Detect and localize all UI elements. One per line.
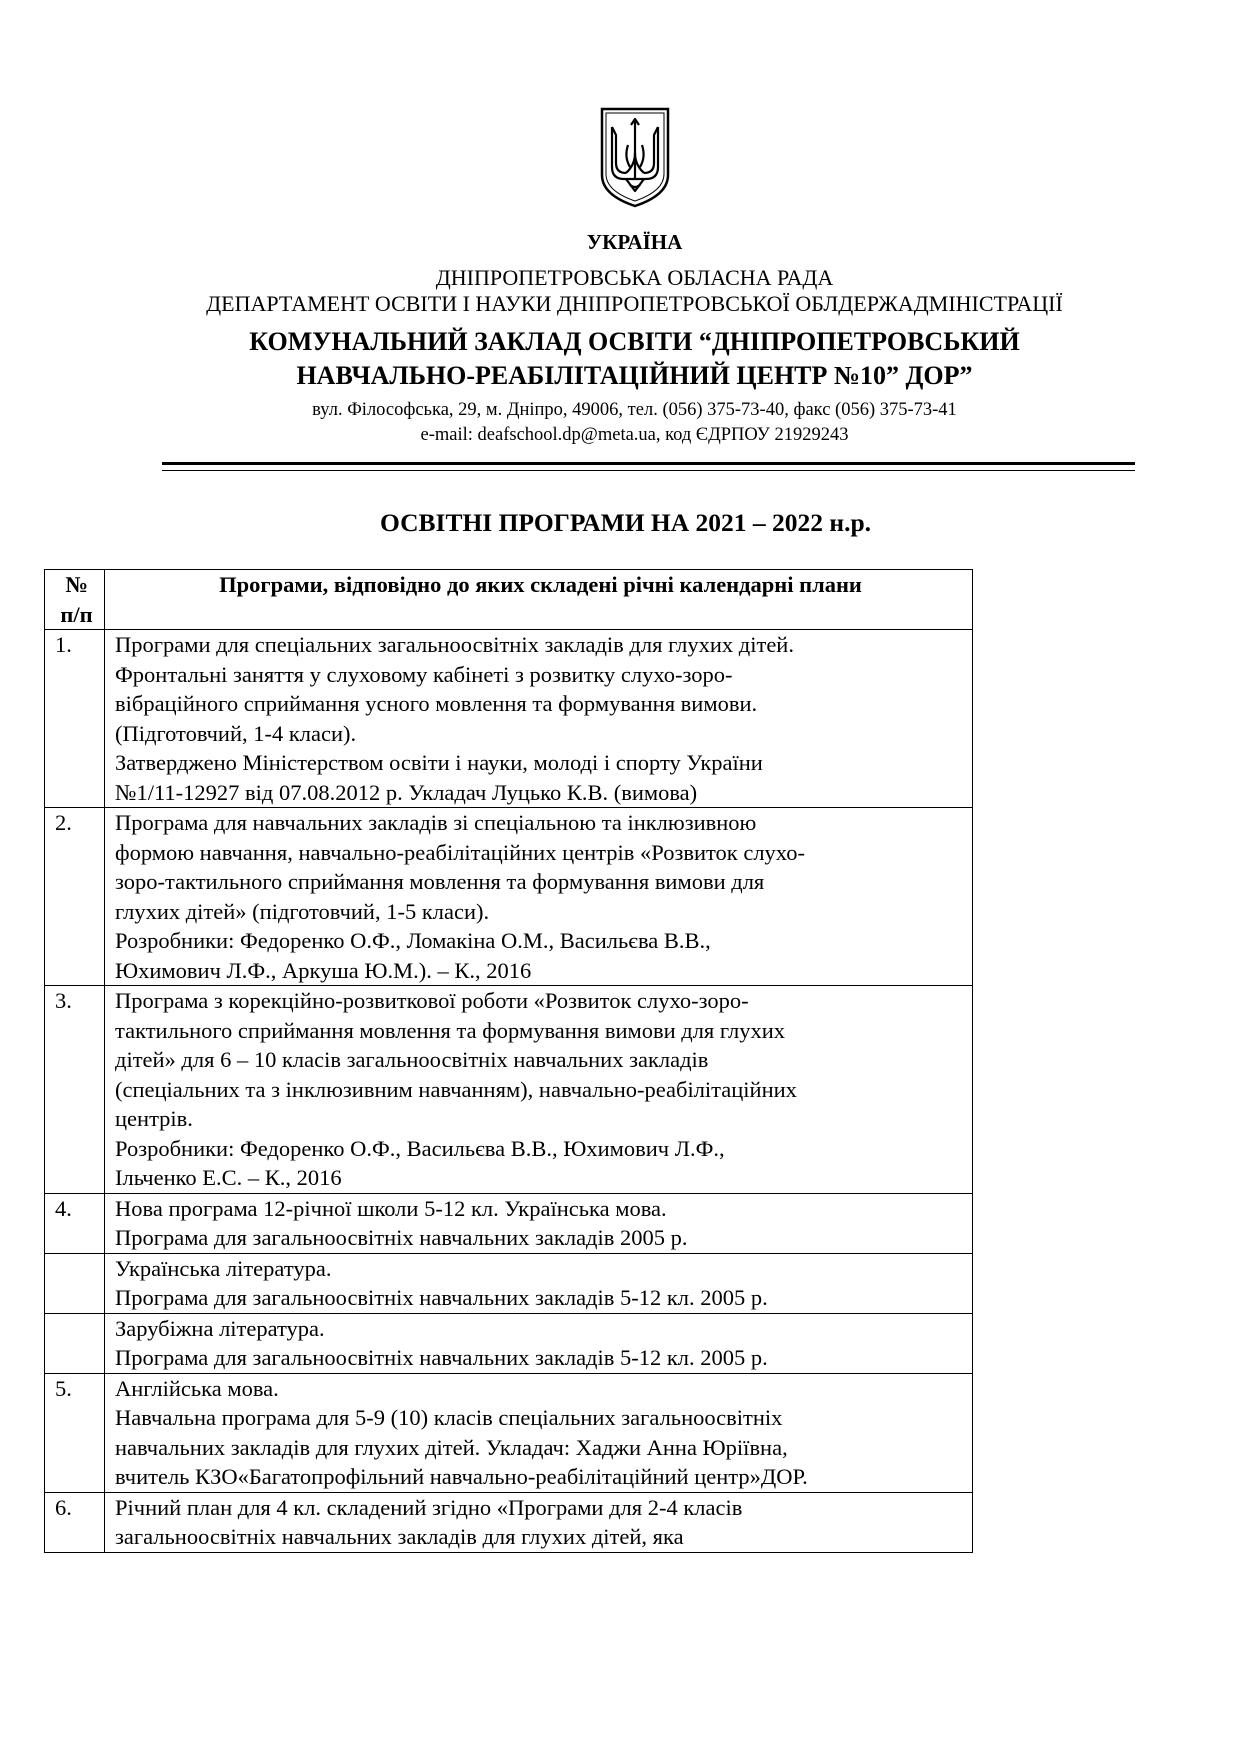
number-header-symbol: №	[65, 572, 88, 597]
table-row	[45, 1193, 973, 1253]
row-number: 2.	[45, 808, 105, 986]
number-header-abbrev: п/п	[60, 601, 93, 627]
program-text-line: тактильного сприймання мовлення та формування вимови для глухих	[115, 1017, 786, 1043]
program-text-line: Зарубіжна література.	[115, 1315, 325, 1341]
program-text-line: Річний план для 4 кл. складений згідно «Програми для 2-4 класів	[115, 1494, 743, 1520]
program-text-line: Програма для загальноосвітніх навчальних закладів 5-12 кл. 2005 р.	[115, 1285, 768, 1310]
program-text-line: центрів.	[115, 1106, 193, 1131]
regional-council: ДНІПРОПЕТРОВСЬКА ОБЛАСНА РАДА	[435, 265, 834, 290]
programs-column-header: Програми, відповідно до яких складені річні календарні плани	[105, 570, 973, 630]
row-number	[45, 1253, 105, 1313]
row-number: 3.	[45, 986, 105, 1194]
program-text-line: Українська література.	[115, 1255, 332, 1281]
row-number: 4.	[45, 1193, 105, 1253]
program-text-line: Програма для загальноосвітніх навчальних закладів 2005 р.	[115, 1225, 688, 1250]
table-header-row	[45, 570, 973, 630]
trident-coat-of-arms-icon	[598, 105, 672, 209]
header-divider-thin	[162, 470, 1135, 471]
organization-name-line2: НАВЧАЛЬНО-РЕАБІЛІТАЦІЙНИЙ ЦЕНТР №10” ДОР”	[296, 361, 973, 390]
program-text-line: Затверджено Міністерством освіти і науки, молоді і спорту України	[115, 750, 763, 775]
program-text-line: Англійська мова.	[115, 1375, 279, 1401]
row-number	[45, 1313, 105, 1373]
organization-name-line1: КОМУНАЛЬНИЙ ЗАКЛАД ОСВІТИ “ДНІПРОПЕТРОВСЬКИЙ	[249, 327, 1020, 356]
program-text-line: Розробники: Федоренко О.Ф., Ломакіна О.М., Васильєва В.В.,	[115, 928, 711, 953]
table-row	[45, 1313, 973, 1373]
program-text-line: Розробники: Федоренко О.Ф., Васильєва В.В., Юхимович Л.Ф.,	[115, 1135, 725, 1161]
row-number: 6.	[45, 1492, 105, 1552]
number-column-header	[45, 570, 105, 630]
program-description	[105, 630, 973, 808]
table-row	[45, 986, 973, 1194]
program-text-line: Програма для навчальних закладів зі спеціальною та інклюзивною	[115, 810, 757, 835]
program-description	[105, 1313, 973, 1373]
document-title: ОСВІТНІ ПРОГРАМИ НА 2021 – 2022 н.р.	[379, 508, 872, 537]
program-description	[105, 808, 973, 986]
program-text-line: Програма для загальноосвітніх навчальних закладів 5-12 кл. 2005 р.	[115, 1345, 768, 1370]
program-text-line: Юхимович Л.Ф., Аркуша Ю.М.). – К., 2016	[115, 957, 532, 983]
country-heading: УКРАЇНА	[586, 230, 683, 254]
program-description	[105, 986, 973, 1194]
program-text-line: навчальних закладів для глухих дітей. Укладач: Хаджи Анна Юріївна,	[115, 1434, 788, 1460]
program-text-line: №1/11-12927 від 07.08.2012 р. Укладач Луцько К.В. (вимова)	[115, 779, 698, 805]
table-row	[45, 630, 973, 808]
program-text-line: Ільченко Е.С. – К., 2016	[115, 1165, 342, 1190]
program-text-line: вібраційного сприймання усного мовлення та формування вимови.	[115, 691, 758, 716]
table-row	[45, 1373, 973, 1492]
education-department: ДЕПАРТАМЕНТ ОСВІТИ І НАУКИ ДНІПРОПЕТРОВСЬКОЇ ОБЛДЕРЖАДМІНІСТРАЦІЇ	[206, 291, 1063, 316]
table-row	[45, 808, 973, 986]
table-row	[45, 1492, 973, 1552]
program-text-line: зоро-тактильного сприймання мовлення та формування вимови для	[115, 869, 765, 894]
address-line: вул. Філософська, 29, м. Дніпро, 49006, тел. (056) 375-73-40, факс (056) 375-73-41	[312, 400, 957, 420]
program-description	[105, 1193, 973, 1253]
program-text-line: глухих дітей» (підготовчий, 1-5 класи).	[115, 898, 490, 924]
program-text-line: формою навчання, навчально-реабілітаційних центрів «Розвиток слухо-	[115, 839, 805, 865]
table-row	[45, 1253, 973, 1313]
program-text-line: Навчальна програма для 5-9 (10) класів спеціальних загальноосвітніх	[115, 1405, 783, 1430]
program-description	[105, 1492, 973, 1552]
program-text-line: Програми для спеціальних загальноосвітніх закладів для глухих дітей.	[115, 632, 794, 657]
row-number: 5.	[45, 1373, 105, 1492]
row-number: 1.	[45, 630, 105, 808]
program-text-line: загальноосвітніх навчальних закладів для глухих дітей, яка	[115, 1524, 684, 1549]
program-text-line: (спеціальних та з інклюзивним навчанням), навчально-реабілітаційних	[115, 1076, 797, 1102]
program-text-line: дітей» для 6 – 10 класів загальноосвітніх навчальних закладів	[115, 1047, 709, 1072]
program-text-line: (Підготовчий, 1-4 класи).	[115, 720, 357, 746]
programs-table	[44, 569, 973, 1553]
program-text-line: Програма з корекційно-розвиткової роботи «Розвиток слухо-зоро-	[115, 988, 749, 1013]
program-text-line: Фронтальні заняття у слуховому кабінеті з розвитку слухо-зоро-	[115, 661, 733, 687]
program-text-line: Нова програма 12-річної школи 5-12 кл. Українська мова.	[115, 1195, 667, 1221]
program-description	[105, 1253, 973, 1313]
header-divider-thick	[162, 462, 1135, 465]
email-line: e-mail: deafschool.dp@meta.ua, код ЄДРПОУ 21929243	[420, 425, 849, 445]
program-text-line: вчитель КЗО«Багатопрофільний навчально-реабілітаційний центр»ДОР.	[115, 1464, 808, 1489]
table-body	[45, 630, 973, 1553]
program-description	[105, 1373, 973, 1492]
